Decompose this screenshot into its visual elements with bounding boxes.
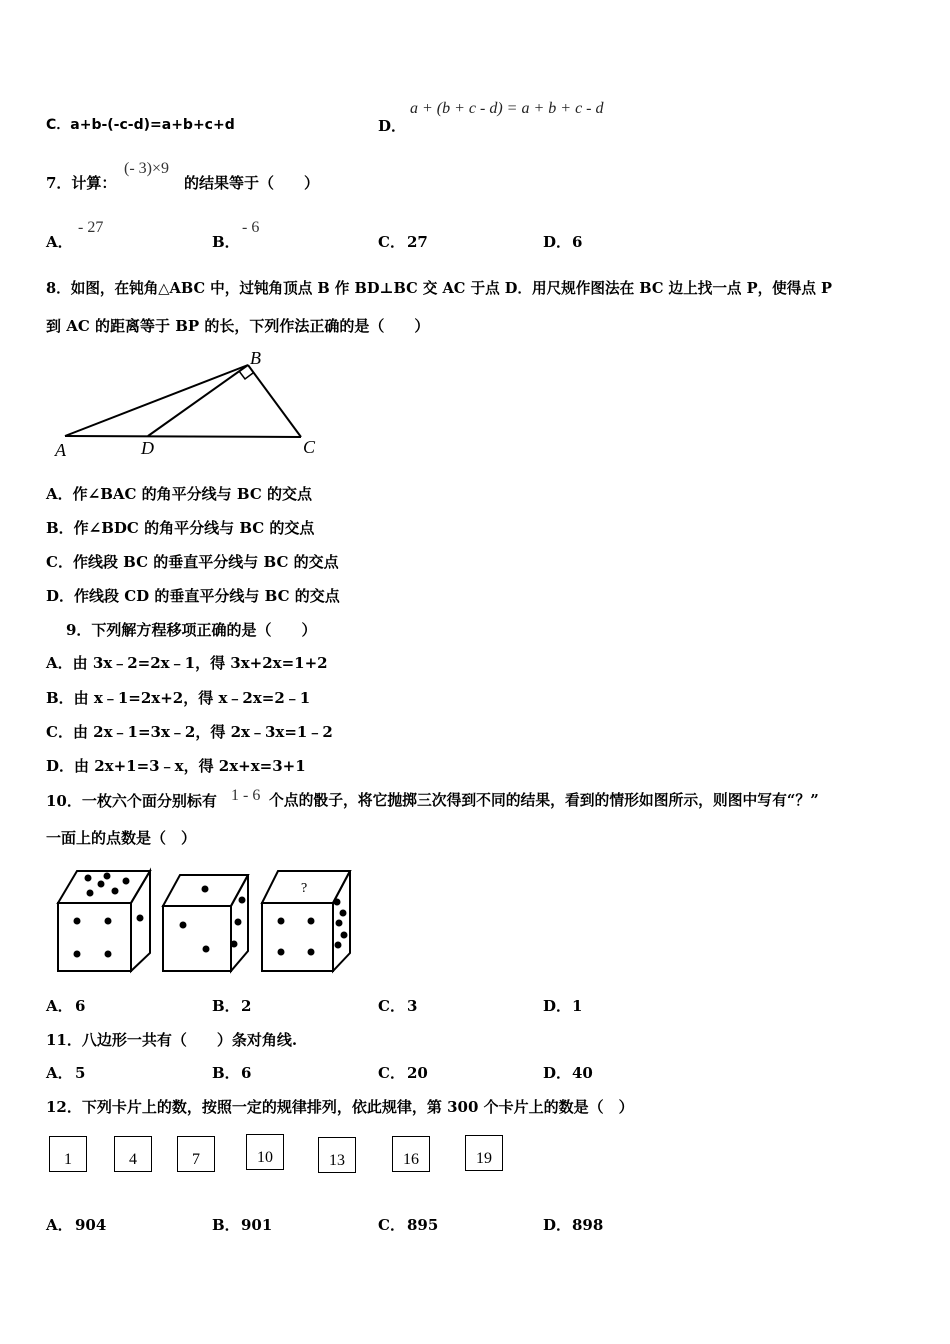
q8-stem-line1: 8．如图，在钝角△ABC 中，过钝角顶点 B 作 BD⊥BC 交 AC 于点 D．用尺规作图法在 BC 边上找一点 P，使得点 P <box>46 280 832 297</box>
label-b: B <box>250 348 261 368</box>
q7-expression: (- 3)×9 <box>124 160 170 177</box>
q12-option-c-label: C． <box>378 1216 405 1234</box>
q12-option-d-value: 898 <box>572 1216 604 1234</box>
die-1 <box>58 871 150 971</box>
q9-option-a: A．由 3x﹣2=2x﹣1，得 3x+2x=1+2 <box>46 654 328 672</box>
q7-option-a-label: A． <box>46 233 73 251</box>
q9-option-c: C．由 2x﹣1=3x﹣2，得 2x﹣3x=1﹣2 <box>46 723 333 741</box>
q8-option-b: B．作∠BDC 的角平分线与 BC 的交点 <box>46 519 315 537</box>
q10-option-a-label: A． <box>46 997 73 1015</box>
q12-option-a-label: A． <box>46 1216 73 1234</box>
q11-option-d-label: D． <box>543 1064 572 1082</box>
q10-stem-line2: 一面上的点数是（ ） <box>46 829 197 847</box>
number-card <box>114 1136 152 1172</box>
card-value: 1 <box>64 1151 72 1168</box>
number-card <box>177 1136 215 1172</box>
q11-stem: 11．八边形一共有（ ）条对角线. <box>46 1031 298 1049</box>
q6-option-c: C．a+b-(-c-d)=a+b+c+d <box>46 117 235 133</box>
q12-option-a-value: 904 <box>75 1216 107 1234</box>
card-value: 19 <box>476 1150 492 1167</box>
q11-option-c-label: C． <box>378 1064 405 1082</box>
q7-prefix: 7．计算： <box>46 174 117 192</box>
q7-option-c-label: C． <box>378 233 405 251</box>
q9-stem: 9．下列解方程移项正确的是（ ） <box>66 621 317 639</box>
q11-option-b-label: B． <box>212 1064 240 1082</box>
q10-option-c-value: 3 <box>407 997 418 1015</box>
number-card <box>318 1137 356 1173</box>
q8-option-c: C．作线段 BC 的垂直平分线与 BC 的交点 <box>46 553 339 571</box>
q12-option-b-value: 901 <box>241 1216 273 1234</box>
dice-figure <box>52 865 372 980</box>
q7-option-a-value: - 27 <box>78 219 104 236</box>
q12-stem: 12．下列卡片上的数，按照一定的规律排列，依此规律，第 300 个卡片上的数是（ ） <box>46 1098 634 1116</box>
q11-option-a-label: A． <box>46 1064 73 1082</box>
q6-option-d-formula: a + (b + c - d) = a + b + c - d <box>410 100 604 117</box>
q10-option-b-value: 2 <box>241 997 252 1015</box>
q10-stem-start: 10．一枚六个面分别标有 <box>46 792 217 810</box>
label-c: C <box>303 437 316 457</box>
q10-option-a-value: 6 <box>75 997 86 1015</box>
q6-option-d-label: D． <box>378 117 407 135</box>
q7-option-d-label: D． <box>543 233 572 251</box>
q10-option-c-label: C． <box>378 997 405 1015</box>
q8-stem-line2: 到 AC 的距离等于 BP 的长，下列作法正确的是（ ） <box>46 317 430 335</box>
card-value: 16 <box>403 1151 419 1168</box>
question-mark: ? <box>301 881 308 896</box>
q10-option-b-label: B． <box>212 997 240 1015</box>
number-card <box>246 1134 284 1170</box>
q8-option-d: D．作线段 CD 的垂直平分线与 BC 的交点 <box>46 587 340 605</box>
q12-option-c-value: 895 <box>407 1216 439 1234</box>
q7-option-d-value: 6 <box>572 233 583 251</box>
triangle-figure <box>50 348 340 463</box>
q9-option-b: B．由 x﹣1=2x+2，得 x﹣2x=2﹣1 <box>46 689 311 707</box>
q12-option-d-label: D． <box>543 1216 572 1234</box>
die-1-dots <box>74 873 144 958</box>
q7-suffix: 的结果等于（ ） <box>184 174 320 192</box>
number-card <box>49 1136 87 1172</box>
label-a: A <box>55 440 66 460</box>
q7-option-b-value: - 6 <box>242 219 260 236</box>
card-value: 7 <box>192 1151 200 1168</box>
q10-option-d-label: D． <box>543 997 572 1015</box>
q11-option-d-value: 40 <box>572 1064 593 1082</box>
card-value: 4 <box>129 1151 137 1168</box>
q11-option-c-value: 20 <box>407 1064 428 1082</box>
q11-option-b-value: 6 <box>241 1064 252 1082</box>
q12-option-b-label: B． <box>212 1216 240 1234</box>
q11-option-a-value: 5 <box>75 1064 86 1082</box>
die-3-dots <box>278 899 348 956</box>
q7-option-c-value: 27 <box>407 233 428 251</box>
number-card <box>465 1135 503 1171</box>
card-value: 10 <box>257 1149 273 1166</box>
q8-option-a: A．作∠BAC 的角平分线与 BC 的交点 <box>46 485 313 503</box>
card-value: 13 <box>329 1152 345 1169</box>
number-card <box>392 1136 430 1172</box>
q10-option-d-value: 1 <box>572 997 583 1015</box>
q7-option-b-label: B． <box>212 233 240 251</box>
label-d: D <box>141 438 154 458</box>
q10-stem-end: 个点的骰子，将它抛掷三次得到不同的结果，看到的情形如图所示，则图中写有“？” <box>269 792 819 809</box>
q9-option-d: D．由 2x+1=3﹣x，得 2x+x=3+1 <box>46 757 306 775</box>
q10-range: 1 - 6 <box>231 787 261 804</box>
